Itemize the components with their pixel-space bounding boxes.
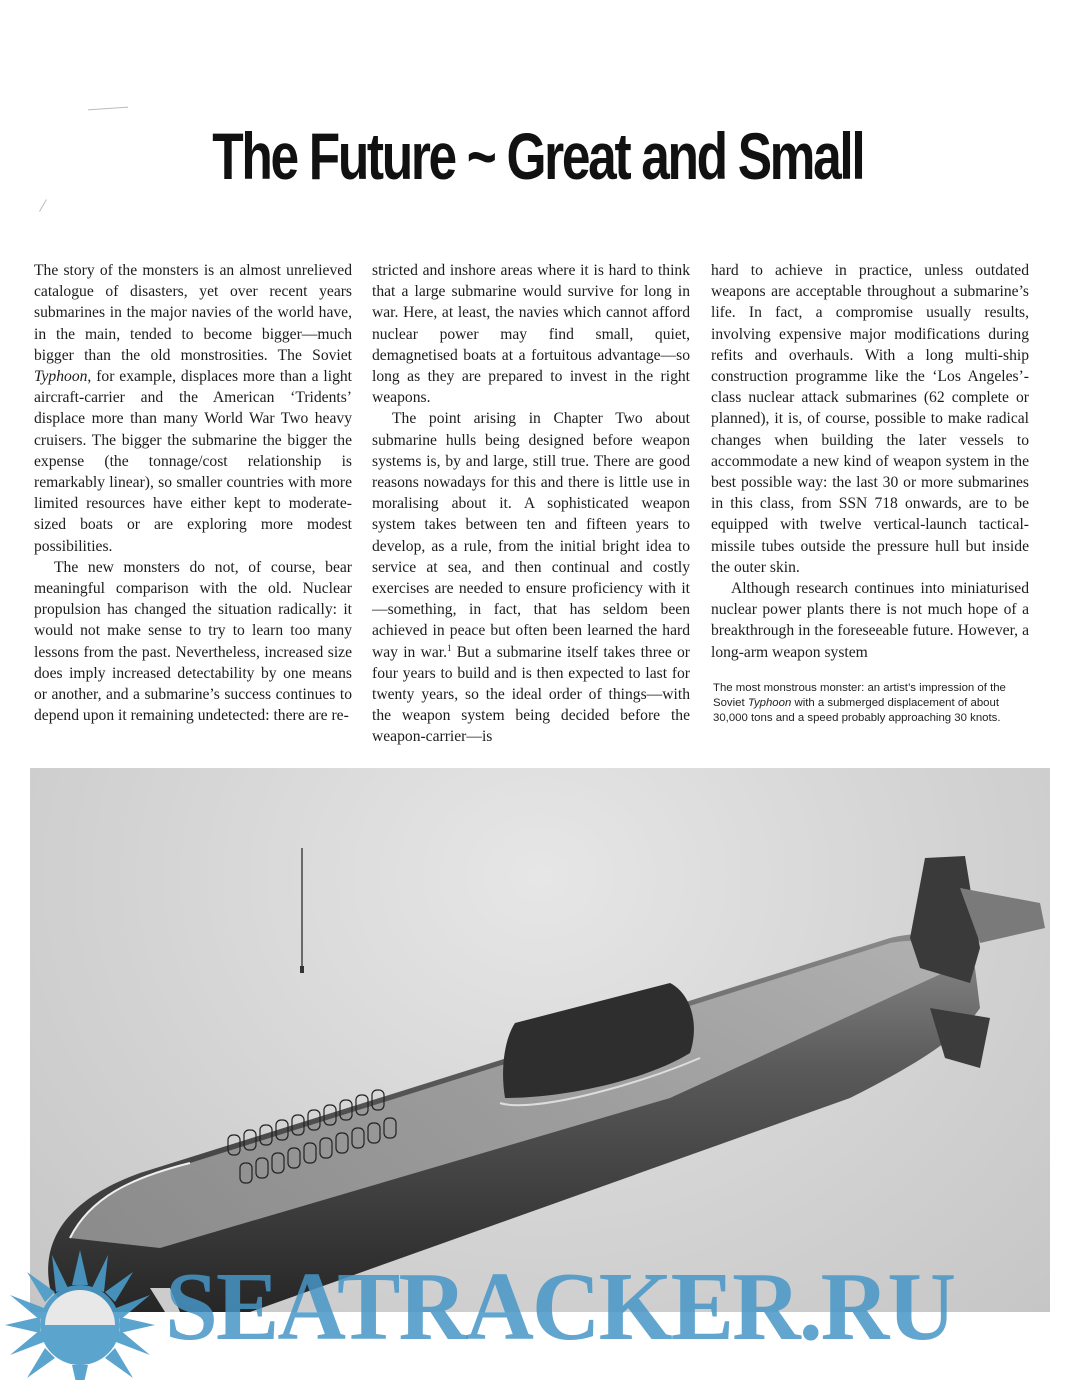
paragraph: hard to achieve in practice, unless outdated weapons are acceptable throughout a submarine’s life. In fact, a compromise usually results, involving expensive major modifications during refits and overhauls. With a long multi-ship construction programme like the ‘Los Angeles’-class nuclear attack submarines (62 complete or planned), it is, of course, possible to make radical changes when building the later vessels to accommodate a new kind of weapon system in the best possible way: the last 30 or more submarines in this class, from SSN 718 onwards, are to be equipped with twelve vertical-launch tactical-missile tubes outside the pressure hull but inside the outer skin.: [711, 262, 1029, 576]
caption-text: The most monstrous monster: an artist’s impression of the Soviet: [713, 682, 1006, 709]
scan-mark: [39, 199, 47, 212]
scan-mark: [88, 107, 128, 111]
watermark: [0, 1230, 1080, 1380]
caption-italic: Typhoon: [747, 697, 792, 709]
sunburst-logo-icon: [0, 1230, 170, 1380]
paragraph: [34, 260, 352, 557]
paragraph: The new monsters do not, of course, bear meaningful comparison with the old. Nuclear propulsion has changed the situation radically: it would not make sense to try to learn too many lessons from the past. Nevertheless, increased size does imply increased detectability by one means or another, and a submarine’s success continues to depend upon it remaining undetected: there are re-: [34, 558, 352, 725]
text-column-3: [711, 260, 1029, 663]
watermark-text: SEATRACKER.RU: [165, 1253, 955, 1361]
paragraph: stricted and inshore areas where it is hard to think that a large submarine would survive for long in war. Here, at least, the navies which cannot afford nuclear power may find small, quiet, demagnetised boats at a fortuitous advantage—so long as they are prepared to invest in the right weapons.: [372, 262, 690, 407]
caption-text: with a submerged displacement of about 30,000 tons and a speed probably approaching 30 knots.: [713, 697, 1001, 724]
text-run: The story of the monsters is an almost unrelieved catalogue of disasters, yet over recent years submarines in the major navies of the world have, in the main, tended to become bigger—much bigger than the old monstrosities. The Soviet: [34, 262, 352, 364]
text-run: , for example, displaces more than a light aircraft-carrier and the American ‘Tridents’ displace more than many World War Two heavy cruisers. The bigger the submarine the bigger the expense (the tonnage/cost relationship is remarkably linear), so smaller countries with more limited resources have either kept to moderate-sized boats or are exploring more modest possibilities.: [34, 368, 352, 555]
page-title: The Future ~ Great and Small: [212, 119, 864, 194]
text-column-1: [34, 260, 352, 726]
paragraph: Although research continues into miniaturised nuclear power plants there is not much hope of a breakthrough in the foreseeable future. However, a long-arm weapon system: [711, 580, 1029, 661]
footnote-marker[interactable]: 1: [447, 642, 452, 653]
photo-caption: [713, 681, 1033, 726]
text-run: The point arising in Chapter Two about submarine hulls being designed before weapon systems is, by and large, still true. There are good reasons nowadays for this and there is little use in moralising about it. A sophisticated weapon system takes between ten and fifteen years to develop, as a rule, from the initial bright idea to service at sea, and then continual and costly exercises are needed to ensure proficiency with it—something, in fact, that has seldom been achieved in peace but often been learned the hard way in war.: [372, 410, 690, 661]
italic-ship-name: Typhoon: [34, 368, 88, 386]
text-run: But a submarine itself takes three or four years to build and is then expected to last for twenty years, so the ideal order of things—with the weapon system being decided before the weapon-carrier—is: [372, 643, 690, 746]
text-column-2: [372, 260, 690, 748]
paragraph: [372, 408, 690, 747]
